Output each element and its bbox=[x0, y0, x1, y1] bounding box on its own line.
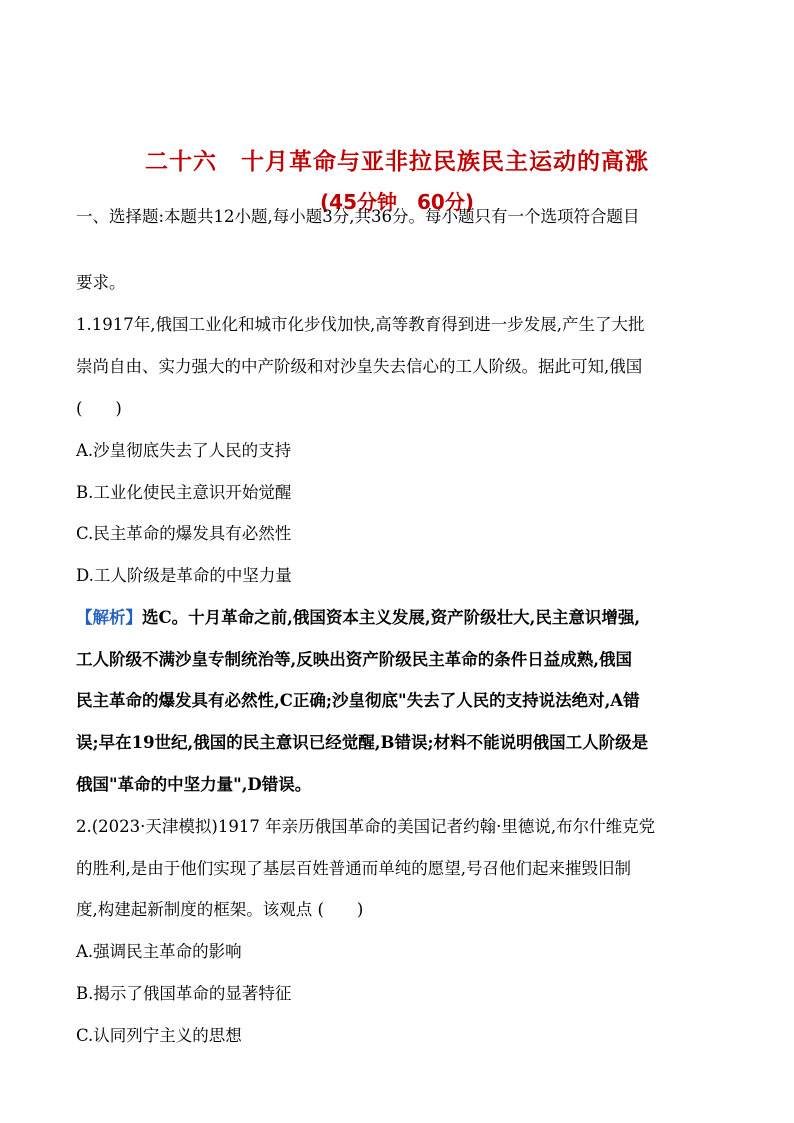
question-2-option-b: B.揭示了俄国革命的显著特征 bbox=[76, 984, 292, 1003]
question-2-option-c: C.认同列宁主义的思想 bbox=[76, 1026, 242, 1045]
question-1-option-b: B.工业化使民主意识开始觉醒 bbox=[76, 483, 292, 502]
section-instruction-line2: 要求。 bbox=[76, 273, 126, 292]
question-1-option-c: C.民主革命的爆发具有必然性 bbox=[76, 524, 292, 543]
question-1-analysis-line4: 误;早在19世纪,俄国的民主意识已经觉醒,B错误;材料不能说明俄国工人阶级是 bbox=[76, 733, 649, 752]
section-instruction-line1: 一、选择题:本题共12小题,每小题3分,共36分。每小题只有一个选项符合题目 bbox=[76, 207, 640, 226]
question-1-option-d: D.工人阶级是革命的中坚力量 bbox=[76, 566, 292, 585]
question-2-stem-line2: 的胜利,是由于他们实现了基层百姓普通而单纯的愿望,号召他们起来摧毁旧制 bbox=[76, 859, 631, 878]
analysis-tag: 【解析】 bbox=[76, 608, 142, 627]
question-2-option-a: A.强调民主革命的影响 bbox=[76, 942, 242, 961]
question-2-stem-line1: 2.(2023·天津模拟)1917 年亲历俄国革命的美国记者约翰·里德说,布尔什维克党 bbox=[76, 817, 656, 836]
question-1-stem-line2: 崇尚自由、实力强大的中产阶级和对沙皇失去信心的工人阶级。据此可知,俄国 bbox=[76, 357, 643, 376]
question-1-analysis-line5: 俄国"革命的中坚力量",D错误。 bbox=[76, 775, 312, 794]
question-1-option-a: A.沙皇彻底失去了人民的支持 bbox=[76, 441, 292, 460]
analysis-text-1: 选C。十月革命之前,俄国资本主义发展,资产阶级壮大,民主意识增强, bbox=[142, 608, 641, 627]
question-1-analysis-line1 bbox=[76, 606, 640, 630]
question-1-stem-line3: ( ) bbox=[76, 399, 122, 418]
page-title: 二十六 十月革命与亚非拉民族民主运动的高涨 bbox=[145, 149, 649, 175]
question-2-stem-line3: 度,构建起新制度的框架。该观点 ( ) bbox=[76, 900, 364, 919]
question-1-analysis-line3: 民主革命的爆发具有必然性,C正确;沙皇彻底"失去了人民的支持说法绝对,A错 bbox=[76, 691, 640, 710]
question-1-analysis-line2: 工人阶级不满沙皇专制统治等,反映出资产阶级民主革命的条件日益成熟,俄国 bbox=[76, 650, 632, 669]
question-1-stem-line1: 1.1917年,俄国工业化和城市化步伐加快,高等教育得到进一步发展,产生了大批 bbox=[76, 315, 645, 334]
page-subtitle: (45分钟 60分) bbox=[320, 190, 474, 214]
